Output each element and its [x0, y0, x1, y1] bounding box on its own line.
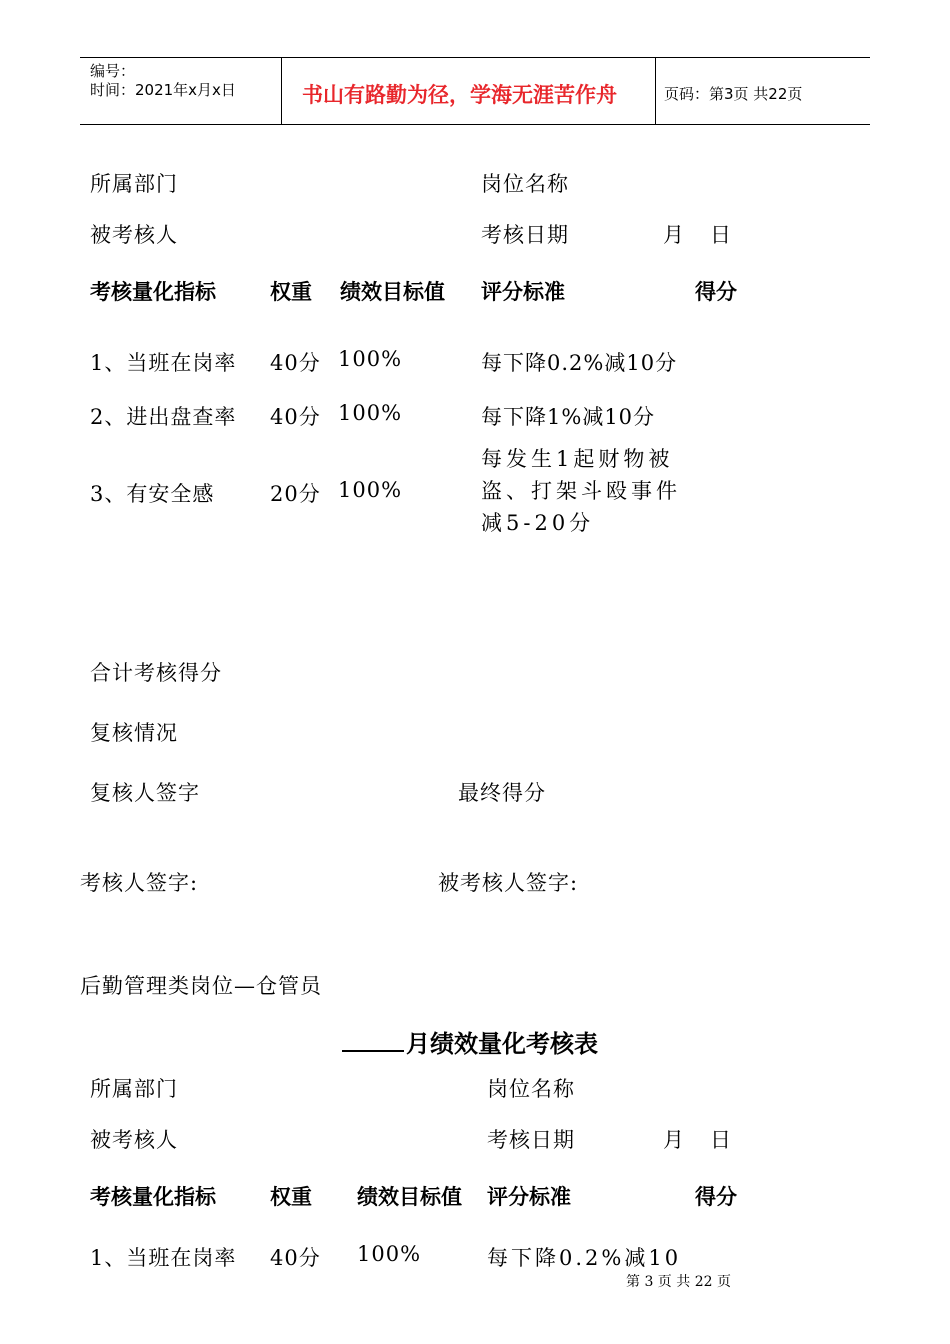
row1-indicator: 1、当班在岗率 [90, 351, 237, 375]
review-status-label: 复核情况 [90, 721, 178, 745]
dept-label-2: 所属部门 [90, 1077, 178, 1101]
post-label: 岗位名称 [481, 172, 569, 196]
row3-criteria: 每发生1起财物被盗、打架斗殴事件减5-20分 [481, 447, 681, 535]
assessee-label: 被考核人 [90, 223, 178, 247]
assessor-sign-label: 考核人签字: [80, 871, 199, 895]
date-label: 考核日期 [481, 223, 569, 247]
s2-row1-weight: 40分 [270, 1246, 321, 1270]
row2-criteria: 每下降1%减10分 [481, 405, 656, 429]
row1-target: 100% [338, 347, 403, 371]
col-criteria-2: 评分标准 [487, 1185, 571, 1209]
page-label: 页码：第3页 共22页 [664, 85, 803, 103]
row3-target: 100% [338, 478, 403, 502]
month-label-2: 月 [663, 1128, 685, 1152]
header-divider-left [281, 57, 282, 125]
assessee-label-2: 被考核人 [90, 1128, 178, 1152]
month-blank[interactable] [342, 1032, 404, 1052]
header-bottom-rule [80, 124, 870, 125]
col-score-2: 得分 [695, 1185, 737, 1209]
final-score-label: 最终得分 [458, 781, 546, 805]
section-category: 后勤管理类岗位—仓管员 [80, 974, 322, 998]
header-divider-right [655, 57, 656, 125]
col-weight-2: 权重 [270, 1185, 312, 1209]
dept-label: 所属部门 [90, 172, 178, 196]
col-target-2: 绩效目标值 [357, 1185, 462, 1209]
row2-weight: 40分 [270, 405, 321, 429]
form-title-text: 月绩效量化考核表 [406, 1030, 598, 1058]
col-criteria: 评分标准 [481, 280, 565, 304]
s2-row1-criteria: 每下降0.2%减10 [487, 1246, 682, 1270]
form-title [342, 1024, 598, 1059]
month-label: 月 [663, 223, 685, 247]
row2-indicator: 2、进出盘查率 [90, 405, 237, 429]
serial-label: 编号： [90, 62, 136, 80]
col-indicator-2: 考核量化指标 [90, 1185, 216, 1209]
reviewer-sign-label: 复核人签字 [90, 781, 200, 805]
row1-criteria: 每下降0.2%减10分 [481, 351, 678, 375]
header-top-rule [80, 57, 870, 58]
post-label-2: 岗位名称 [487, 1077, 575, 1101]
row2-target: 100% [338, 401, 403, 425]
day-label-2: 日 [710, 1128, 732, 1152]
row3-indicator: 3、有安全感 [90, 482, 215, 506]
page-footer: 第 3 页 共 22 页 [626, 1274, 731, 1290]
col-target: 绩效目标值 [340, 280, 445, 304]
row1-weight: 40分 [270, 351, 321, 375]
assessee-sign-label: 被考核人签字: [438, 871, 579, 895]
date-label-2: 考核日期 [487, 1128, 575, 1152]
col-score: 得分 [695, 280, 737, 304]
header-motto: 书山有路勤为径，学海无涯苦作舟 [302, 83, 617, 107]
day-label: 日 [710, 223, 732, 247]
row3-weight: 20分 [270, 482, 321, 506]
total-score-label: 合计考核得分 [90, 661, 222, 685]
col-indicator: 考核量化指标 [90, 280, 216, 304]
col-weight: 权重 [270, 280, 312, 304]
s2-row1-indicator: 1、当班在岗率 [90, 1246, 237, 1270]
time-label: 时间：2021年x月x日 [90, 81, 236, 99]
s2-row1-target: 100% [357, 1242, 422, 1266]
